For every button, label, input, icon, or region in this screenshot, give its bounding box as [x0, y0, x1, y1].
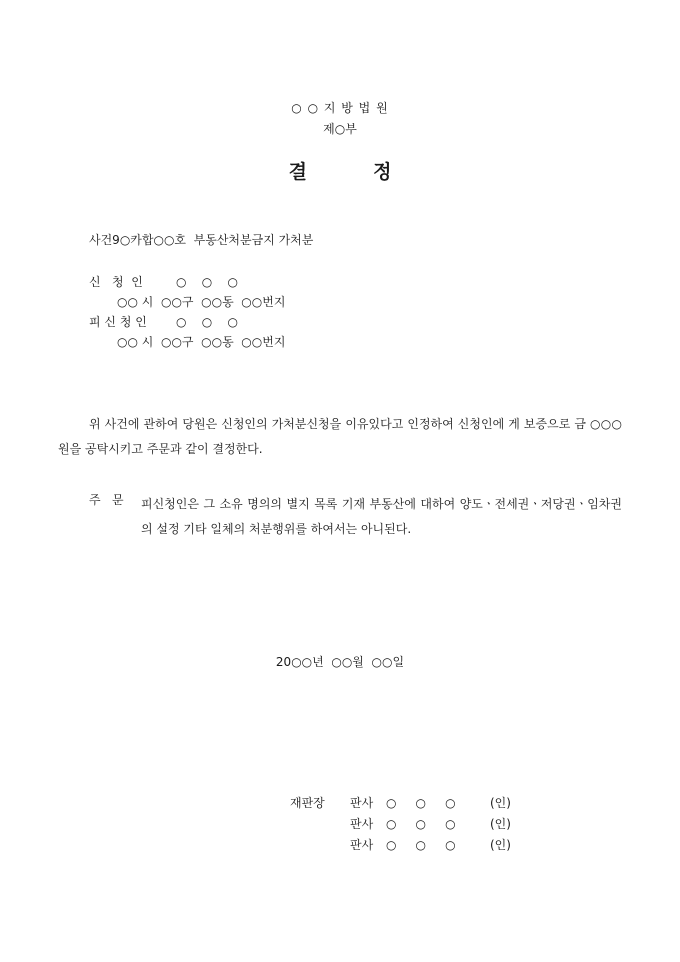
order-text: 피신청인은 그 소유 명의의 별지 목록 기재 부동산에 대하여 양도ㆍ전세권ㆍ저당권ㆍ임차권의 설정 기타 일체의 처분행위를 하여서는 아니된다. [141, 497, 622, 536]
judge-row [290, 816, 530, 837]
case-line: 사건9○카합○○호 부동산처분금지 가처분 [89, 233, 314, 247]
judge-seal: (인) [490, 838, 511, 852]
decision-reasoning-paragraph: 위 사건에 관하여 당원은 신청인의 가처분신청을 이유있다고 인정하여 신청인에 게 보증으로 금 ○○○원을 공탁시키고 주문과 같이 결정한다. [58, 417, 622, 456]
judge-title [290, 837, 350, 858]
decision-date: 20○○년 ○○월 ○○일 [275, 655, 405, 669]
judge-name: ○ ○ ○ [386, 838, 456, 852]
court-division: 제○부 [323, 122, 357, 136]
applicant-label: 신 청 인 [89, 275, 143, 289]
judge-title [290, 816, 350, 837]
document-title: 결 정 [288, 161, 392, 183]
presiding-judge-title: 재판장 [290, 796, 325, 810]
judge-role: 판사 [350, 838, 374, 852]
applicant-address: ○○ 시 ○○구 ○○동 ○○번지 [117, 295, 286, 309]
court-name: ○ ○ 지 방 법 원 [291, 101, 389, 115]
judge-row [290, 837, 530, 858]
judge-seal: (인) [490, 817, 511, 831]
judge-role: 판사 [350, 796, 374, 810]
judge-signature-block [290, 795, 530, 858]
applicant-name: ○ ○ ○ [176, 275, 238, 289]
respondent-name: ○ ○ ○ [176, 315, 238, 329]
judge-row [290, 795, 530, 816]
order-heading: 주 문 [89, 493, 124, 507]
respondent-label: 피 신 청 인 [89, 315, 147, 329]
respondent-address: ○○ 시 ○○구 ○○동 ○○번지 [117, 335, 286, 349]
judge-role: 판사 [350, 817, 374, 831]
judge-name: ○ ○ ○ [386, 817, 456, 831]
judge-seal: (인) [490, 796, 511, 810]
judge-name: ○ ○ ○ [386, 796, 456, 810]
